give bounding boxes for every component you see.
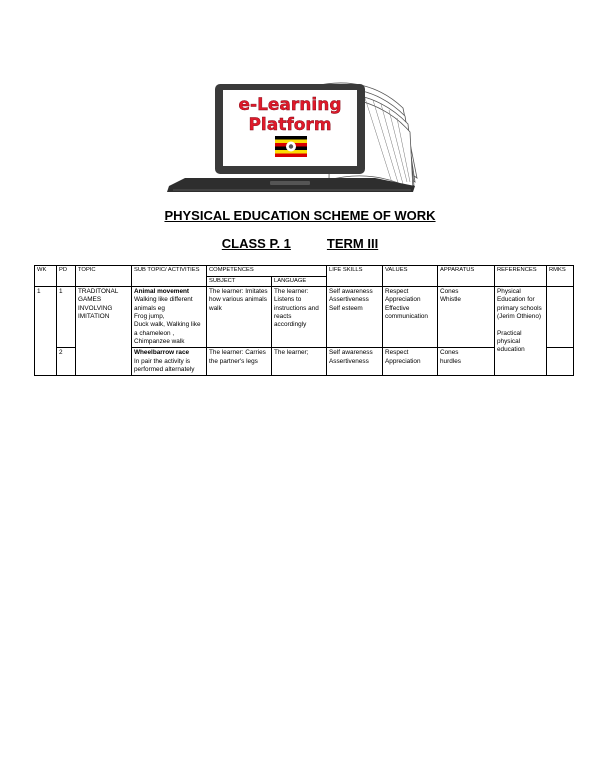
table-header-row [35, 266, 574, 277]
cell-apparatus: Cones hurdles [438, 348, 495, 376]
cell-life-skills: Self awareness Assertiveness Self esteem [327, 287, 383, 348]
cell-pd: 1 [57, 287, 76, 348]
cell-subject: The learner: Imitates how various animals walk [207, 287, 272, 348]
cell-life-skills: Self awareness Assertiveness [327, 348, 383, 376]
header-language: LANGUAGE [272, 276, 327, 287]
cell-topic: TRADITONAL GAMES INVOLVING IMITATION [76, 287, 132, 376]
header-competences: COMPETENCES [207, 266, 327, 277]
header-wk: WK [35, 266, 57, 287]
header-subtopic: SUB TOPIC/ ACTIVITIES [132, 266, 207, 287]
subtopic-title: Animal movement [134, 288, 190, 296]
header-references: REFERENCES [495, 266, 547, 287]
cell-subtopic [132, 348, 207, 376]
header-apparatus: APPARATUS [438, 266, 495, 287]
logo-text-line1: e-Learning [238, 95, 342, 115]
cell-rmks [547, 348, 574, 376]
subtopic-body: Walking like different animals eg Frog jump, Duck walk, Walking like a chameleon , Chimpanzee walk [134, 296, 201, 346]
uganda-flag-icon [275, 136, 307, 157]
cell-values: Respect Appreciation Effective communication [383, 287, 438, 348]
term-label: TERM III [326, 236, 379, 251]
cell-subject: The learner: Carries the partner's legs [207, 348, 272, 376]
cell-language: The learner; [272, 348, 327, 376]
header-values: VALUES [383, 266, 438, 287]
header-topic: TOPIC [76, 266, 132, 287]
cell-rmks [547, 287, 574, 348]
subtopic-body: In pair the activity is performed alternately [134, 357, 195, 374]
cell-pd: 2 [57, 348, 76, 376]
header-rmks: RMKS [547, 266, 574, 287]
e-learning-platform-logo [165, 78, 425, 198]
cell-language: The learner: Listens to instructions and reacts accordingly [272, 287, 327, 348]
cell-subtopic [132, 287, 207, 348]
scheme-of-work-table [34, 265, 574, 376]
table-row [35, 287, 574, 348]
class-term-heading [0, 236, 600, 251]
cell-wk: 1 [35, 287, 57, 376]
class-label: CLASS P. 1 [221, 236, 291, 251]
cell-values: Respect Appreciation [383, 348, 438, 376]
page-title: PHYSICAL EDUCATION SCHEME OF WORK [164, 208, 436, 223]
cell-apparatus: Cones Whistle [438, 287, 495, 348]
header-life-skills: LIFE SKILLS [327, 266, 383, 287]
header-pd: PD [57, 266, 76, 287]
logo-text-line2: Platform [248, 115, 332, 135]
subtopic-title: Wheelbarrow race [134, 349, 190, 357]
cell-references: Physical Education for primary schools (Jerim Othieno) Practical physical education [495, 287, 547, 376]
header-subject: SUBJECT [207, 276, 272, 287]
